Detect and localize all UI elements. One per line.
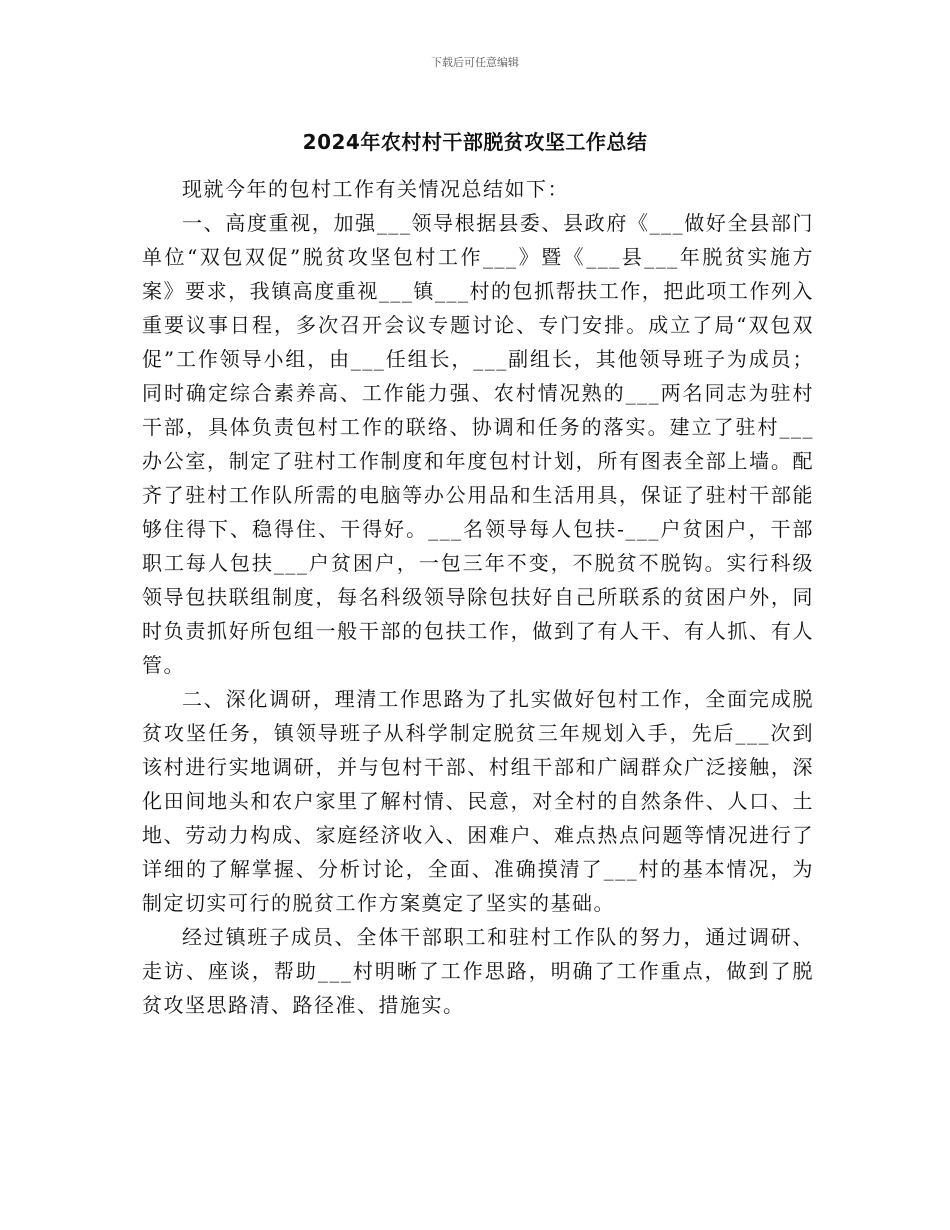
document-title: 2024年农村村干部脱贫攻坚工作总结	[302, 130, 648, 154]
document-body	[142, 172, 814, 1022]
paragraph-section-two: 二、深化调研，理清工作思路为了扎实做好包村工作，全面完成脱贫攻坚任务，镇领导班子从科学制定脱贫三年规划入手，先后___次到该村进行实地调研，并与包村干部、村组干部和广阔群众广泛接触，深化田间地头和农户家里了解村情、民意，对全村的自然条件、人口、土地、劳动力构成、家庭经济收入、困难户、难点热点问题等情况进行了详细的了解掌握、分析讨论，全面、准确摸清了___村的基本情况，为制定切实可行的脱贫工作方案奠定了坚实的基础。	[142, 687, 814, 915]
paragraph-section-one: 一、高度重视，加强___领导根据县委、县政府《___做好全县部门单位“双包双促”脱贫攻坚包村工作___》暨《___县___年脱贫实施方案》要求，我镇高度重视___镇___村的包抓帮扶工作，把此项工作列入重要议事日程，多次召开会议专题讨论、专门安排。成立了局“双包双促”工作领导小组，由___任组长，___副组长，其他领导班子为成员；同时确定综合素养高、工作能力强、农村情况熟的___两名同志为驻村干部，具体负责包村工作的联络、协调和任务的落实。建立了驻村___办公室，制定了驻村工作制度和年度包村计划，所有图表全部上墙。配齐了驻村工作队所需的电脑等办公用品和生活用具，保证了驻村干部能够住得下、稳得住、干得好。___名领导每人包扶-___户贫困户，干部职工每人包扶___户贫困户，一包三年不变，不脱贫不脱钩。实行科级领导包扶联组制度，每名科级领导除包扶好自己所联系的贫困户外，同时负责抓好所包组一般干部的包扶工作，做到了有人干、有人抓、有人管。	[142, 211, 814, 677]
header-note: 下载后可任意编辑	[431, 56, 519, 69]
paragraph-conclusion: 经过镇班子成员、全体干部职工和驻村工作队的努力，通过调研、走访、座谈，帮助___村明晰了工作思路，明确了工作重点，做到了脱贫攻坚思路清、路径准、措施实。	[142, 925, 814, 1017]
paragraph-intro: 现就今年的包村工作有关情况总结如下：	[182, 177, 569, 201]
